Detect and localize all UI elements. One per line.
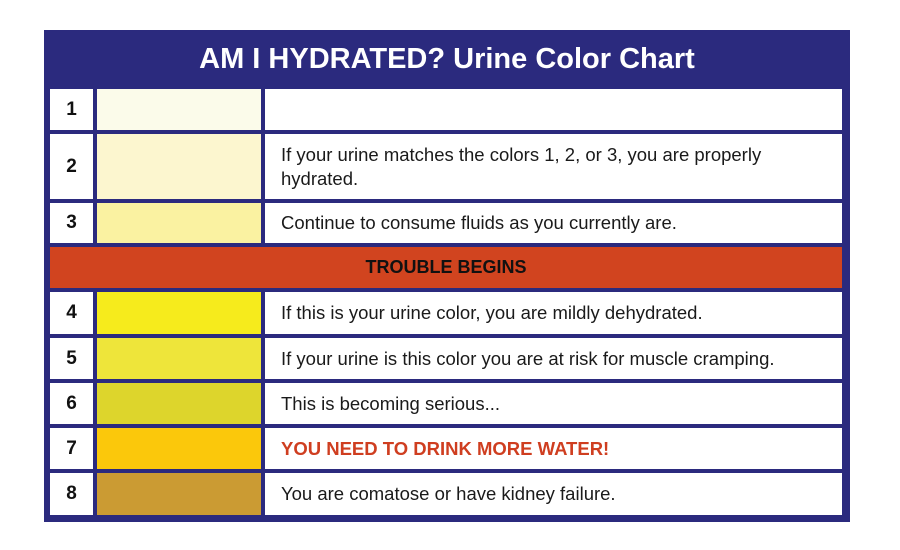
row-description: If your urine matches the colors 1, 2, or 3, you are properly hydrated. xyxy=(265,134,842,199)
trouble-begins-banner: TROUBLE BEGINS xyxy=(50,247,842,288)
chart-row-6 xyxy=(50,383,842,424)
row-description xyxy=(265,89,842,130)
chart-row-7 xyxy=(50,428,842,469)
color-swatch xyxy=(97,292,261,334)
row-number: 4 xyxy=(50,292,93,334)
row-number: 7 xyxy=(50,428,93,469)
color-swatch xyxy=(97,134,261,199)
chart-row-2 xyxy=(50,134,842,199)
row-number: 3 xyxy=(50,203,93,243)
row-description: If your urine is this color you are at risk for muscle cramping. xyxy=(265,338,842,379)
chart-title: AM I HYDRATED? Urine Color Chart xyxy=(199,42,695,75)
row-description: This is becoming serious... xyxy=(265,383,842,424)
row-description: Continue to consume fluids as you currently are. xyxy=(265,203,842,243)
chart-row-8 xyxy=(50,473,842,515)
row-number: 2 xyxy=(50,134,93,199)
row-number: 8 xyxy=(50,473,93,515)
urine-color-chart xyxy=(44,30,850,522)
row-description: If this is your urine color, you are mildly dehydrated. xyxy=(265,292,842,334)
color-swatch xyxy=(97,203,261,243)
color-swatch xyxy=(97,338,261,379)
row-number: 1 xyxy=(50,89,93,130)
color-swatch xyxy=(97,89,261,130)
row-number: 6 xyxy=(50,383,93,424)
chart-row-3 xyxy=(50,203,842,243)
chart-row-4 xyxy=(50,292,842,334)
row-description: You are comatose or have kidney failure. xyxy=(265,473,842,515)
color-swatch xyxy=(97,428,261,469)
row-description-alert: YOU NEED TO DRINK MORE WATER! xyxy=(265,428,842,469)
row-number: 5 xyxy=(50,338,93,379)
chart-row-5 xyxy=(50,338,842,379)
color-swatch xyxy=(97,383,261,424)
chart-row-1 xyxy=(50,89,842,130)
color-swatch xyxy=(97,473,261,515)
